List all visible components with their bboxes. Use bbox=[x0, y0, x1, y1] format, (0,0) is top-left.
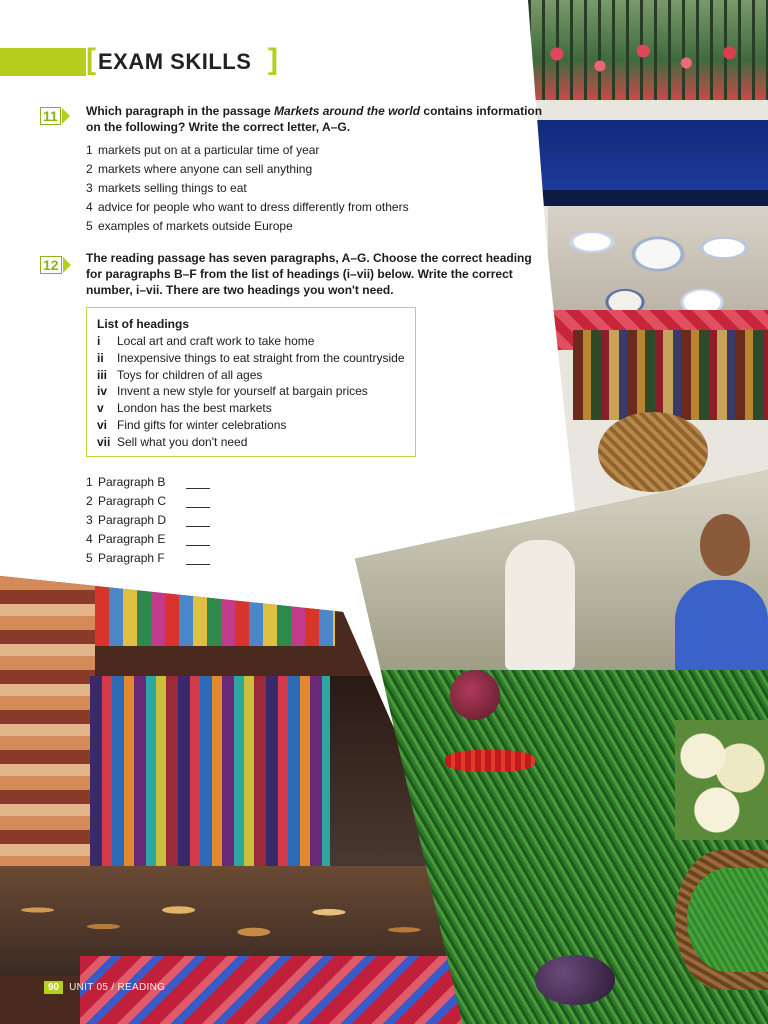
answer-row: 2 Paragraph C bbox=[86, 492, 210, 511]
page-footer bbox=[44, 981, 165, 994]
arrow-right-icon bbox=[63, 257, 71, 273]
answer-blank-field[interactable] bbox=[186, 495, 210, 508]
page-number: 90 bbox=[44, 981, 63, 994]
rugs-graphic bbox=[0, 576, 95, 876]
vendor-head-graphic bbox=[700, 514, 750, 576]
cauliflower-graphic bbox=[675, 720, 768, 840]
answer-blank-field[interactable] bbox=[186, 533, 210, 546]
title-accent-bar bbox=[0, 48, 86, 76]
flowers-graphic bbox=[528, 30, 768, 90]
answer-list bbox=[86, 473, 210, 568]
question-11-instruction: Which paragraph in the passage Markets around the world contains information on the following? Write the correct letter, A–G. bbox=[86, 104, 543, 134]
onions-graphic bbox=[450, 670, 500, 720]
answer-blank-field[interactable] bbox=[186, 552, 210, 565]
unit-label: UNIT 05 / READING bbox=[69, 982, 166, 993]
heading-item: vii Sell what you don't need bbox=[97, 434, 248, 449]
list-item: 3 markets selling things to eat bbox=[86, 181, 247, 195]
question-number-badge: 12 bbox=[40, 256, 62, 274]
awning-graphic bbox=[528, 120, 768, 190]
basket-beans-graphic bbox=[687, 868, 768, 972]
scarves-graphic bbox=[90, 676, 330, 866]
heading-item: iv Invent a new style for yourself at bargain prices bbox=[97, 384, 368, 399]
answer-row: 3 Paragraph D bbox=[86, 511, 210, 530]
tableware-graphic bbox=[548, 206, 768, 326]
passage-title: Markets around the world bbox=[274, 104, 421, 118]
headings-title: List of headings bbox=[97, 317, 190, 331]
headings-list bbox=[97, 333, 405, 451]
lanterns-graphic bbox=[95, 586, 335, 646]
question-12-instruction: The reading passage has seven paragraphs, A–G. Choose the correct heading for paragraphs B–F from the list of headings (i–vii) below. Write the correct number, i–vii. There are two headings you won't need. bbox=[86, 251, 532, 297]
heading-item: iii Toys for children of all ages bbox=[97, 367, 263, 382]
question-11-items bbox=[86, 141, 409, 236]
awning-shadow-graphic bbox=[528, 190, 768, 206]
list-item: 5 examples of markets outside Europe bbox=[86, 219, 293, 233]
page-title: EXAM SKILLS bbox=[98, 49, 252, 74]
answer-row: 4 Paragraph E bbox=[86, 530, 210, 549]
books-graphic bbox=[573, 330, 768, 420]
heading-item: i Local art and craft work to take home bbox=[97, 334, 315, 348]
title-bracket-left: [ bbox=[86, 43, 96, 76]
list-item: 4 advice for people who want to dress differently from others bbox=[86, 200, 409, 214]
market-stall-photo bbox=[528, 0, 768, 520]
heading-item: vi Find gifts for winter celebrations bbox=[97, 417, 287, 432]
arrow-right-icon bbox=[62, 108, 70, 124]
answer-row: 5 Paragraph F bbox=[86, 549, 210, 568]
title-bracket-right: ] bbox=[268, 43, 278, 76]
chilies-graphic bbox=[445, 750, 535, 772]
heading-item: ii Inexpensive things to eat straight from the countryside bbox=[97, 350, 405, 365]
list-item: 2 markets where anyone can sell anything bbox=[86, 162, 313, 176]
shopper-graphic bbox=[505, 540, 575, 670]
answer-blank-field[interactable] bbox=[186, 476, 210, 489]
question-11-marker bbox=[40, 107, 70, 125]
question-12-marker bbox=[40, 256, 71, 274]
answer-blank-field[interactable] bbox=[186, 514, 210, 527]
question-number-badge: 11 bbox=[40, 107, 61, 125]
answer-row: 1 Paragraph B bbox=[86, 473, 210, 492]
heading-item: v London has the best markets bbox=[97, 401, 272, 416]
eggplant-graphic bbox=[535, 955, 615, 1005]
list-of-headings-box bbox=[86, 307, 416, 457]
list-item: 1 markets put on at a particular time of year bbox=[86, 143, 320, 157]
